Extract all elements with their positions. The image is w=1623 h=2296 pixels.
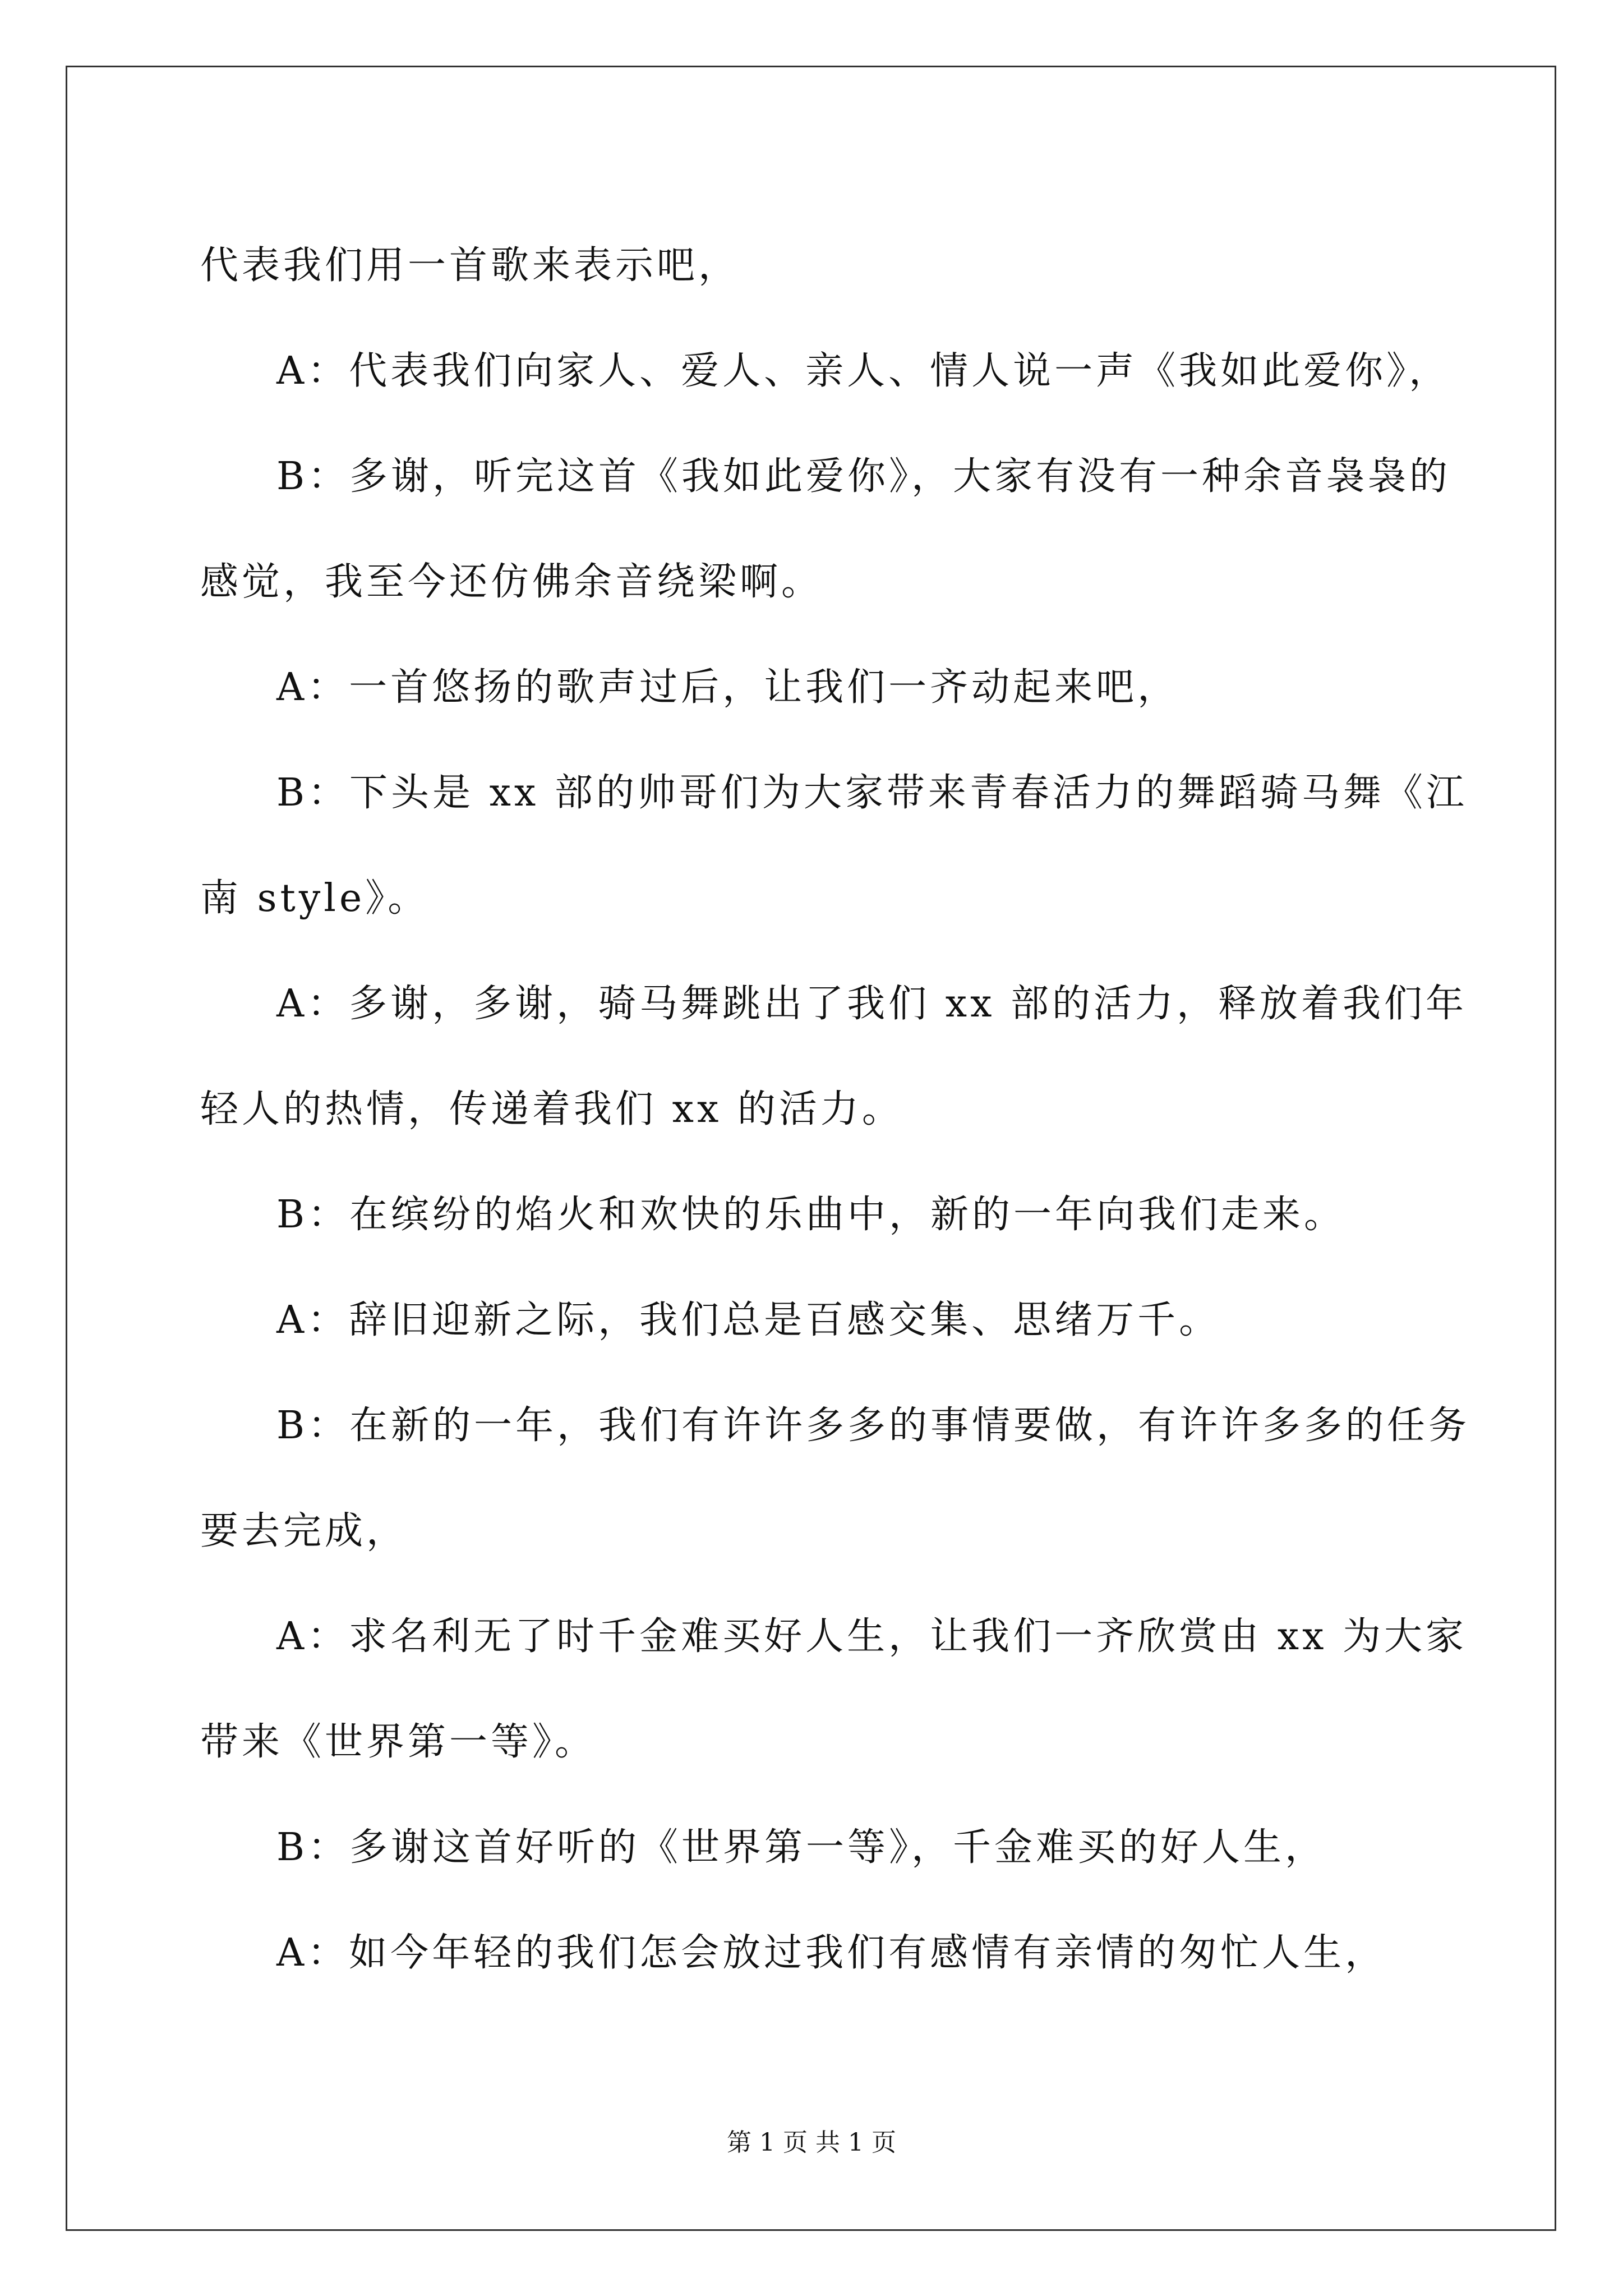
text-line: B：多谢这首好听的《世界第一等》，千金难买的好人生， <box>276 1825 1326 1870</box>
text-line: B：多谢，听完这首《我如此爱你》，大家有没有一种余音袅袅的 <box>276 454 1451 499</box>
text-line: A：辞旧迎新之际，我们总是百感交集、思绪万千。 <box>276 1298 1221 1342</box>
text-line: 要去完成， <box>200 1509 408 1553</box>
text-line: 代表我们用一首歌来表示吧， <box>200 243 740 288</box>
document-body <box>200 213 1470 2006</box>
page-number-footer: 第 1 页 共 1 页 <box>727 2128 896 2157</box>
text-line: 轻人的热情，传递着我们 xx 的活力。 <box>200 1087 903 1131</box>
text-line: A：求名利无了时千金难买好人生，让我们一齐欣赏由 xx 为大家 <box>276 1614 1468 1659</box>
text-line: A：一首悠扬的歌声过后，让我们一齐动起来吧， <box>276 665 1179 710</box>
text-line: B：在新的一年，我们有许许多多的事情要做，有许许多多的任务 <box>276 1404 1470 1448</box>
text-line: 带来《世界第一等》。 <box>200 1720 597 1764</box>
text-line: 南 style》。 <box>200 876 430 921</box>
text-line: 感觉，我至今还仿佛余音绕梁啊。 <box>200 560 823 604</box>
text-line: B：下头是 xx 部的帅哥们为大家带来青春活力的舞蹈骑马舞《江 <box>276 771 1468 815</box>
text-line: B：在缤纷的焰火和欢快的乐曲中，新的一年向我们走来。 <box>276 1193 1345 1237</box>
text-line: A：多谢，多谢，骑马舞跳出了我们 xx 部的活力，释放着我们年 <box>276 982 1468 1026</box>
text-line: A：代表我们向家人、爱人、亲人、情人说一声《我如此爱你》， <box>276 349 1451 393</box>
text-line: A：如今年轻的我们怎会放过我们有感情有亲情的匆忙人生， <box>276 1931 1387 1975</box>
